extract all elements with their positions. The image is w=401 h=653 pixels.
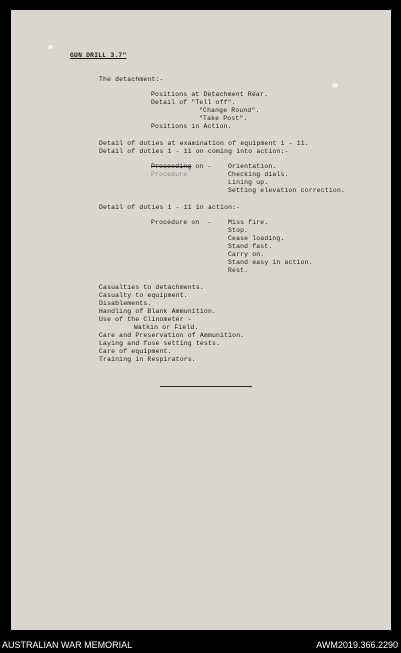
list-item: Stand easy in action. [228, 259, 313, 266]
list-item: Watkin or Field. [134, 324, 199, 331]
list-item: Training in Respirators. [99, 356, 196, 363]
procedure-line [151, 163, 216, 171]
duties-line: Detail of duties at examination of equipment 1 - 11. [99, 140, 309, 147]
list-item: Detail of "Tell off". [151, 99, 236, 106]
list-item: Checking dials. [228, 171, 289, 178]
list-item: Carry on. [228, 251, 265, 258]
list-item: Stand fast. [228, 243, 273, 250]
list-item: Casualties to detachments. [99, 284, 204, 291]
duties-line: Detail of duties 1 - 11 on coming into action:- [99, 148, 289, 155]
paper-mark [48, 45, 53, 49]
list-item: Handling of Blank Ammunition. [99, 308, 217, 315]
list-item: Care and Preservation of Ammunition. [99, 332, 245, 339]
procedure-on-label: Procedure on - [151, 219, 212, 226]
detachment-heading: The detachment:- [99, 76, 164, 83]
in-action-heading: Detail of duties 1 - 11 in action:- [99, 204, 241, 211]
paper-mark [332, 83, 338, 88]
struck-word: Proceeding [151, 163, 192, 170]
footer-accession-number: AWM2019.366.2290 [316, 640, 398, 650]
list-item: "Change Round". [199, 107, 260, 114]
list-item: Disablements. [99, 300, 152, 307]
list-item: Orientation. [228, 163, 277, 170]
list-item: Positions at Detachment Rear. [151, 91, 269, 98]
list-item: Lining up. [228, 179, 269, 186]
list-item: "Take Post". [199, 115, 248, 122]
list-item: Use of the Clinometer - [99, 316, 192, 323]
list-item: Care of equipment. [99, 348, 172, 355]
list-item: Setting elevation correction. [228, 187, 346, 194]
list-item: Rest. [228, 267, 249, 274]
list-item: Cease loading. [228, 235, 285, 242]
list-item: Positions in Action. [151, 123, 232, 130]
footer-credit: AUSTRALIAN WAR MEMORIAL [2, 640, 133, 650]
list-item: Laying and fuse setting tests. [99, 340, 221, 347]
procedure-correction: Procedure [151, 171, 188, 178]
list-item: Casualty to equipment. [99, 292, 188, 299]
procedure-suffix: on - [191, 163, 216, 170]
closing-rule [160, 386, 252, 387]
list-item: Miss fire. [228, 219, 269, 226]
list-item: Stop. [228, 227, 249, 234]
document-title: GUN DRILL 3.7" [70, 52, 127, 59]
